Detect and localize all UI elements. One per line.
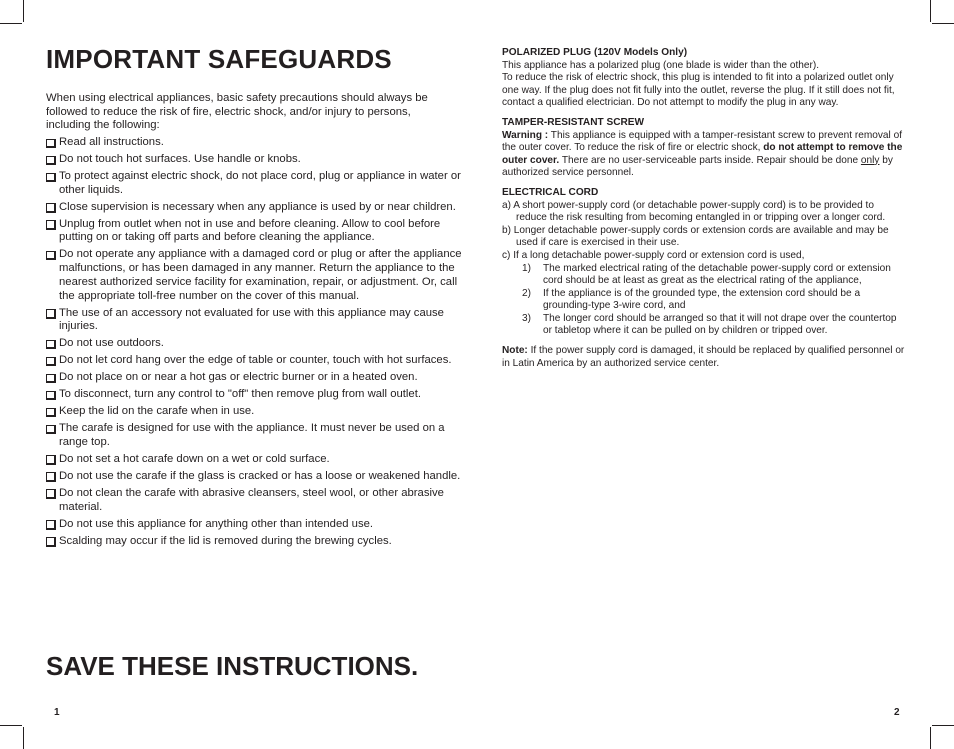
list-item — [46, 535, 464, 549]
list-item-text: To protect against electric shock, do not place cord, plug or appliance in water or other liquids. — [59, 170, 461, 196]
subitem-number: 2) — [522, 287, 531, 299]
cord-item-b: b) Longer detachable power-supply cords or extension cords are available and may be used if care is exercised in their use. — [502, 224, 889, 249]
tamper-text-3: by authorized service personnel. — [502, 154, 893, 179]
list-item — [46, 354, 464, 368]
checkbox-icon — [46, 156, 56, 166]
checkbox-icon — [46, 220, 56, 230]
checkbox-icon — [46, 408, 56, 418]
list-item — [46, 170, 464, 197]
checkbox-icon — [46, 537, 56, 547]
crop-mark — [0, 725, 22, 726]
safeguards-list — [46, 136, 464, 552]
polarized-plug-heading: POLARIZED PLUG (120V Models Only) — [502, 47, 688, 58]
list-item — [46, 153, 464, 167]
subitem-text: If the appliance is of the grounded type, the extension cord should be a grounding-type 3-wire cord, and — [543, 287, 861, 312]
list-item — [46, 136, 464, 150]
list-item-text: Scalding may occur if the lid is removed during the brewing cycles. — [59, 534, 392, 547]
tamper-screw-heading: TAMPER-RESISTANT SCREW — [502, 116, 645, 128]
page-title: IMPORTANT SAFEGUARDS — [46, 44, 392, 74]
list-item-text: Keep the lid on the carafe when in use. — [59, 405, 255, 418]
list-item-text: Read all instructions. — [59, 136, 164, 148]
subitem-text: The longer cord should be arranged so that it will not drape over the countertop or tabletop where it can be pulled on by children or tripped over. — [543, 312, 897, 337]
checkbox-icon — [46, 357, 56, 367]
checkbox-icon — [46, 425, 56, 435]
crop-mark — [932, 725, 954, 726]
list-item-text: Do not use outdoors. — [59, 337, 164, 350]
crop-mark — [0, 23, 22, 24]
list-item-text: Do not place on or near a hot gas or electric burner or in a heated oven. — [59, 371, 418, 384]
list-item — [46, 307, 464, 334]
checkbox-icon — [46, 340, 56, 350]
list-item — [46, 337, 464, 351]
cord-subitem — [502, 263, 906, 288]
list-item-text: Do not operate any appliance with a damaged cord or plug or after the appliance malfunctions, or has been damaged in any manner. Return the appliance to the nearest authorized service facility for examination, repair, or adjustment. Or, call the appropriate toll-free number on the cover of this manual. — [59, 248, 462, 302]
note-text: If the power supply cord is damaged, it should be replaced by qualified personnel or in Latin America by an authorized service center. — [502, 345, 905, 369]
tamper-screw-body — [502, 130, 906, 180]
checkbox-icon — [46, 173, 56, 183]
list-item-text: Close supervision is necessary when any appliance is used by or near children. — [59, 200, 456, 213]
polarized-plug-line1: This appliance has a polarized plug (one blade is wider than the other). — [502, 59, 820, 71]
list-item — [46, 487, 464, 514]
list-item — [46, 201, 464, 215]
list-item — [46, 405, 464, 419]
tamper-bold-text: do not attempt to remove the outer cover. — [502, 142, 903, 166]
list-item — [46, 470, 464, 484]
note-paragraph — [502, 345, 906, 370]
list-item-text: Do not clean the carafe with abrasive cleansers, steel wool, or other abrasive material. — [59, 486, 444, 513]
list-item — [46, 371, 464, 385]
page-number-left: 1 — [54, 707, 60, 718]
list-item-text: Do not let cord hang over the edge of table or counter, touch with hot surfaces. — [59, 354, 452, 367]
list-item-text: The use of an accessory not evaluated for use with this appliance may cause injuries. — [59, 306, 444, 333]
note-label: Note: — [502, 345, 528, 357]
subitem-text: The marked electrical rating of the detachable power-supply cord or extension cord should be at least as great as the electrical rating of the appliance, — [543, 262, 891, 287]
checkbox-icon — [46, 139, 56, 149]
checkbox-icon — [46, 374, 56, 384]
crop-mark — [23, 727, 24, 749]
cord-item-a: a) A short power-supply cord (or detachable power-supply cord) is to be provided to reduce the risk resulting from becoming entangled in or tripping over a longer cord. — [502, 199, 886, 224]
list-item-text: Do not touch hot surfaces. Use handle or knobs. — [59, 153, 301, 165]
list-item — [46, 518, 464, 532]
list-item-text: The carafe is designed for use with the appliance. It must never be used on a range top. — [59, 422, 445, 448]
tamper-text-1: This appliance is equipped with a tamper-resistant screw to prevent removal of the outer cover. To reduce the risk of fire or electric shock, — [502, 129, 903, 154]
page-number-right: 2 — [894, 707, 900, 718]
list-item — [46, 422, 464, 449]
cord-subitem — [502, 313, 906, 338]
save-instructions-heading: SAVE THESE INSTRUCTIONS. — [46, 651, 419, 681]
checkbox-icon — [46, 203, 56, 213]
checkbox-icon — [46, 391, 56, 401]
checkbox-icon — [46, 251, 56, 261]
crop-mark — [23, 0, 24, 22]
cord-item-c: c) If a long detachable power-supply cord or extension cord is used, — [502, 249, 805, 261]
cord-subitem — [502, 288, 906, 313]
list-item-text: Do not use the carafe if the glass is cracked or has a loose or weakened handle. — [59, 469, 461, 482]
tamper-underlined-text: only — [860, 154, 880, 166]
crop-mark — [932, 23, 954, 24]
list-item — [46, 248, 464, 303]
list-item-text: Unplug from outlet when not in use and before cleaning. Allow to cool before putting on or taking off parts and before cleaning the appliance. — [59, 217, 441, 244]
polarized-plug-body: To reduce the risk of electric shock, this plug is intended to fit into a polarized outlet only one way. If the plug does not fit fully into the outlet, reverse the plug. If it still does not fit, contact a qualified electrician. Do not attempt to modify the plug in any way. — [502, 72, 895, 109]
list-item — [46, 453, 464, 467]
tamper-text-2: There are no user-serviceable parts inside. Repair should be done — [559, 154, 861, 166]
checkbox-icon — [46, 309, 56, 319]
crop-mark — [930, 727, 931, 749]
subitem-number: 1) — [522, 262, 531, 274]
checkbox-icon — [46, 489, 56, 499]
intro-paragraph: When using electrical appliances, basic safety precautions should always be followed to reduce the risk of fire, electric shock, and/or injury to persons, including the following: — [46, 92, 428, 132]
list-item — [46, 388, 464, 402]
subitem-number: 3) — [522, 312, 531, 324]
list-item-text: Do not set a hot carafe down on a wet or cold surface. — [59, 452, 330, 465]
warning-label: Warning : — [502, 129, 549, 141]
electrical-cord-heading: ELECTRICAL CORD — [502, 186, 599, 198]
checkbox-icon — [46, 520, 56, 530]
crop-mark — [930, 0, 931, 22]
list-item-text: To disconnect, turn any control to "off" then remove plug from wall outlet. — [59, 388, 421, 401]
list-item-text: Do not use this appliance for anything other than intended use. — [59, 517, 374, 530]
list-item — [46, 218, 464, 245]
right-column — [502, 47, 906, 370]
checkbox-icon — [46, 455, 56, 465]
checkbox-icon — [46, 472, 56, 482]
